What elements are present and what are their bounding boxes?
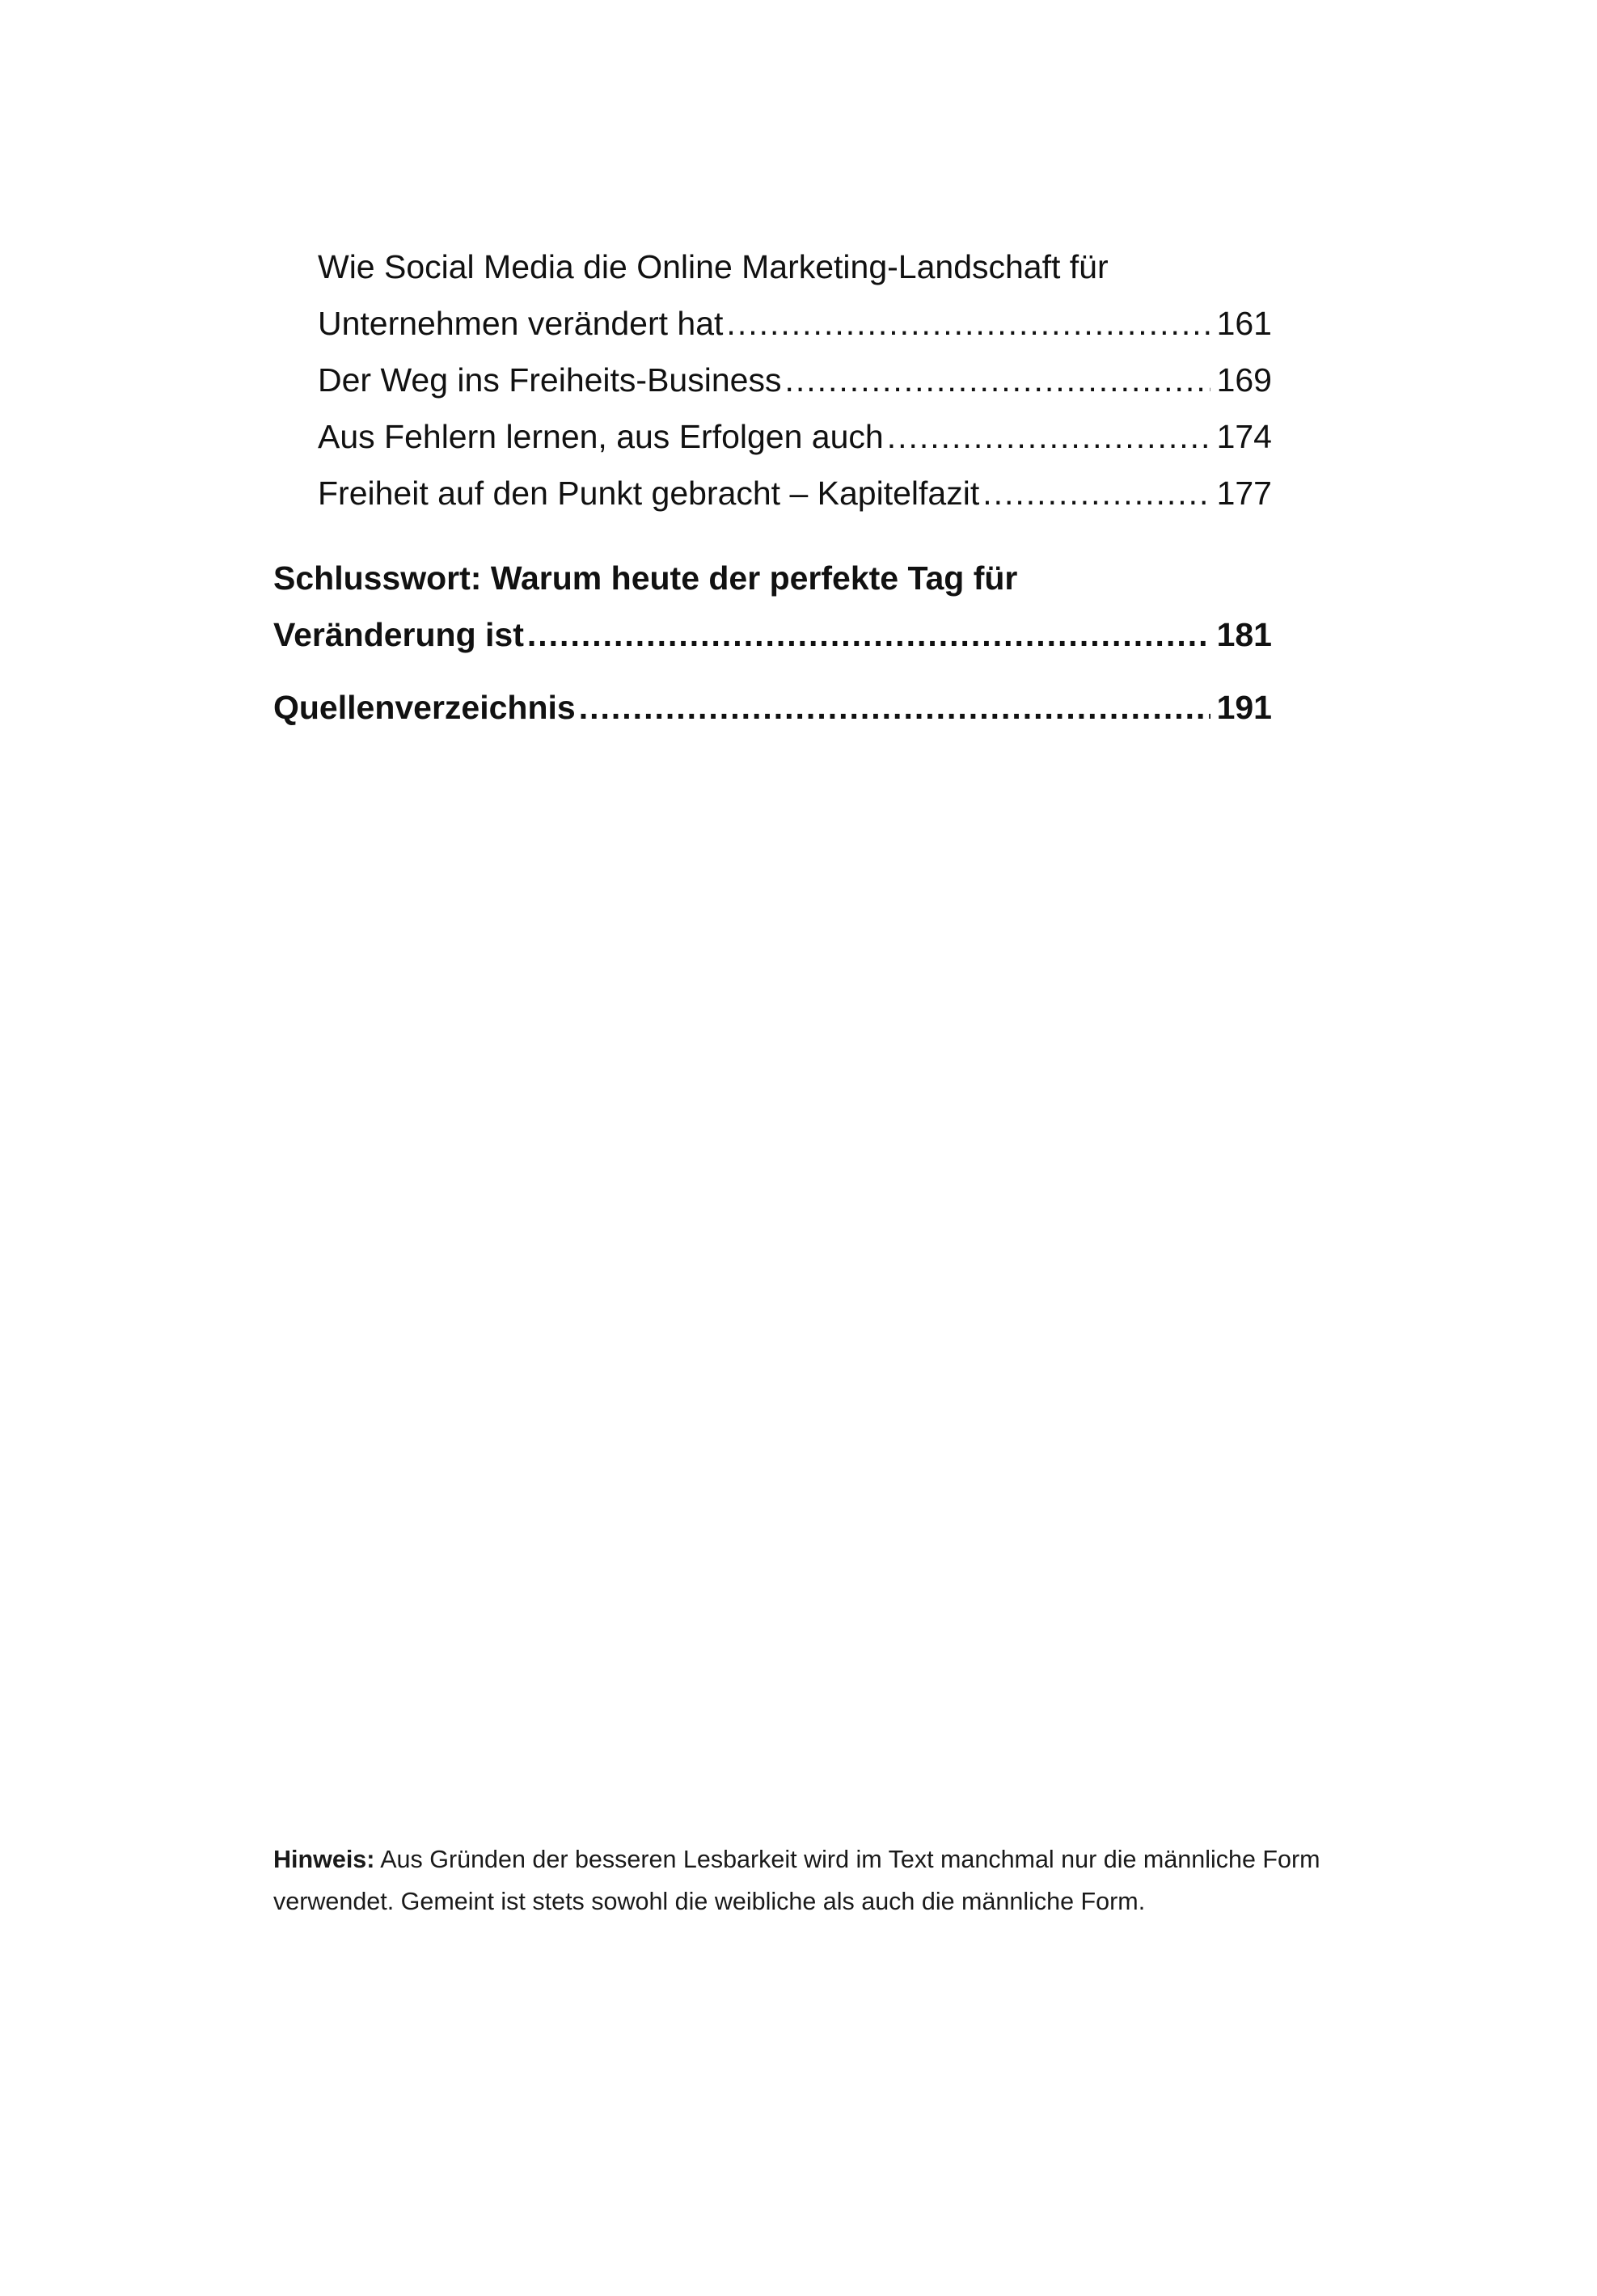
toc-entry-leader-line	[318, 295, 1272, 352]
toc-entry-title: Wie Social Media die Online Marketing-Landschaft für	[318, 248, 1109, 285]
footnote-hint	[273, 1838, 1341, 1922]
toc-entry-title-line	[318, 238, 1272, 295]
toc-entry-title-line	[273, 550, 1272, 606]
toc-entry-leader-line	[318, 408, 1272, 465]
dot-leader	[527, 606, 1210, 663]
dot-leader	[887, 408, 1210, 465]
dot-leader	[784, 352, 1210, 408]
toc-entry-leader-line	[318, 352, 1272, 408]
toc-entry-title: Schlusswort: Warum heute der perfekte Tag für	[273, 559, 1018, 597]
dot-leader	[982, 465, 1210, 521]
toc-page-number: 174	[1216, 418, 1272, 455]
footnote-label: Hinweis:	[273, 1845, 375, 1873]
toc-entry-title: Quellenverzeichnis	[273, 689, 576, 726]
toc-entry-title: Der Weg ins Freiheits-Business	[318, 361, 782, 399]
toc-entry-leader-line	[318, 465, 1272, 521]
toc-entry-title: Veränderung ist	[273, 616, 524, 653]
toc-entry-title: Freiheit auf den Punkt gebracht – Kapitelfazit	[318, 475, 980, 512]
toc-page-number: 191	[1216, 689, 1272, 726]
toc-entry-freiheits-business[interactable]	[318, 352, 1272, 408]
toc-page-number: 161	[1216, 305, 1272, 342]
dot-leader	[579, 679, 1210, 736]
toc-entry-title: Unternehmen verändert hat	[318, 305, 724, 342]
toc-page-number: 181	[1216, 616, 1272, 653]
toc-entry-schlusswort[interactable]	[273, 550, 1272, 663]
toc-entry-fehlern-lernen[interactable]	[318, 408, 1272, 465]
toc-entry-quellenverzeichnis[interactable]	[273, 679, 1272, 736]
toc-entry-kapitelfazit[interactable]	[318, 465, 1272, 521]
toc-entry-leader-line	[273, 606, 1272, 663]
toc-entry-social-media[interactable]	[318, 238, 1272, 352]
dot-leader	[726, 295, 1210, 352]
toc-entry-title: Aus Fehlern lernen, aus Erfolgen auch	[318, 418, 884, 455]
toc-page-number: 177	[1216, 475, 1272, 512]
footnote-text: Aus Gründen der besseren Lesbarkeit wird im Text manchmal nur die männliche Form verwendet. Gemeint ist stets sowohl die weibliche als auch die männliche Form.	[273, 1845, 1320, 1915]
toc-page-number: 169	[1216, 361, 1272, 399]
toc-entry-leader-line	[273, 679, 1272, 736]
